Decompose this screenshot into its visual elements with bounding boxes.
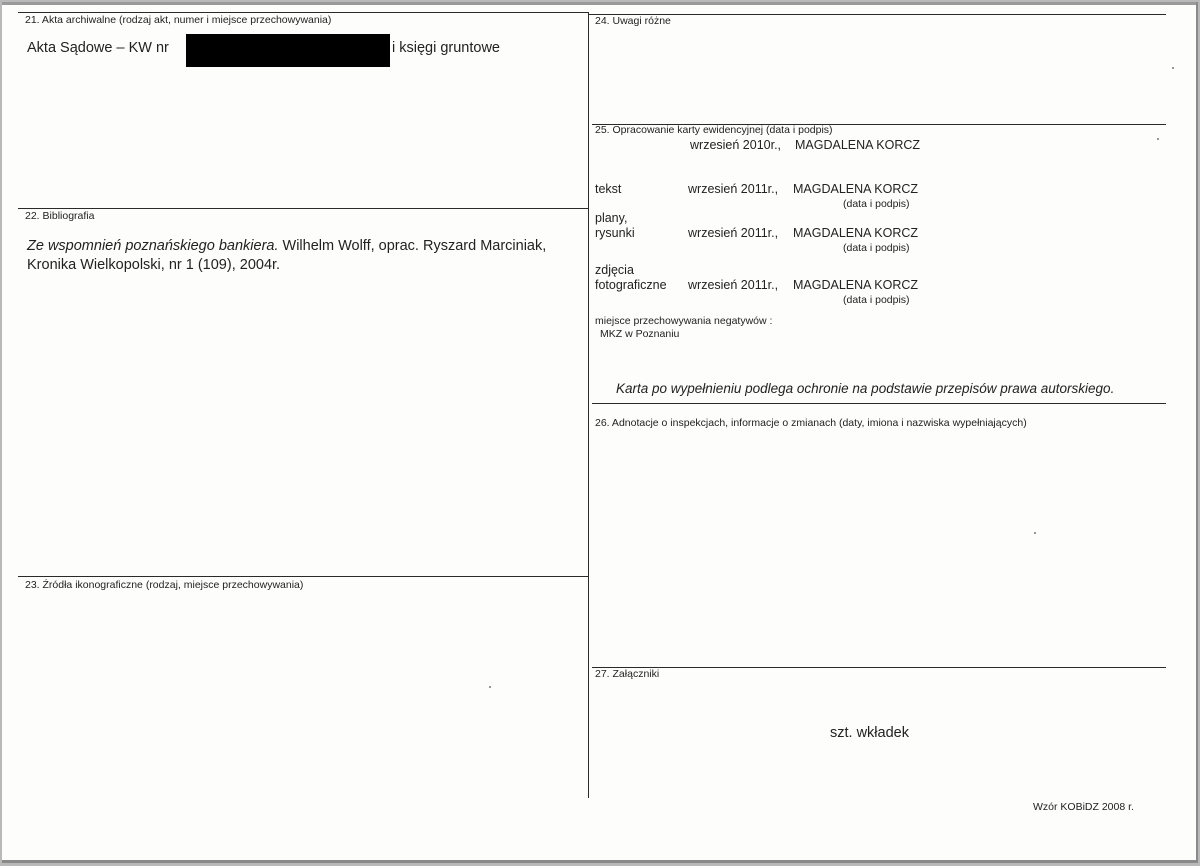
divider-21-22 (18, 208, 588, 209)
copyright-note: Karta po wypełnieniu podlega ochronie na podstawie przepisów prawa autorskiego. (616, 381, 1115, 396)
negatives-value: MKZ w Poznaniu (600, 328, 680, 340)
archive-text-after: i księgi gruntowe (392, 40, 500, 56)
section-26-label: 26. Adnotacje o inspekcjach, informacje o zmianach (daty, imiona i nazwiska wypełniających) (595, 417, 1027, 429)
main-date: wrzesień 2010r., (690, 138, 782, 152)
row-tekst-name: MAGDALENA KORCZ (793, 182, 919, 196)
scan-speck (1157, 138, 1159, 140)
row-tekst-note: (data i podpis) (843, 198, 910, 210)
redaction-bar (186, 34, 390, 67)
row-plany-note: (data i podpis) (843, 242, 910, 254)
section-23-label: 23. Źródła ikonograficzne (rodzaj, miejsce przechowywania) (25, 579, 304, 591)
bibliography-title: Ze wspomnień poznańskiego bankiera. (27, 238, 279, 254)
record-card (2, 2, 1198, 863)
negatives-label: miejsce przechowywania negatywów : (595, 315, 773, 327)
scan-speck (1172, 67, 1174, 69)
row-plany-name: MAGDALENA KORCZ (793, 226, 919, 240)
section-24-label: 24. Uwagi różne (595, 15, 671, 27)
divider-26-27 (592, 667, 1166, 668)
section-25-label: 25. Opracowanie karty ewidencyjnej (data i podpis) (595, 124, 833, 136)
row-zdjecia-name: MAGDALENA KORCZ (793, 278, 919, 292)
row-zdjecia-label-2: fotograficzne (595, 278, 667, 292)
row-zdjecia-date: wrzesień 2011r., (688, 278, 779, 292)
divider-25-26 (592, 403, 1166, 404)
bibliography-text (27, 237, 567, 275)
divider-22-23 (18, 576, 588, 577)
attachments-value: szt. wkładek (830, 725, 909, 741)
row-plany-date: wrzesień 2011r., (688, 226, 779, 240)
section-27-label: 27. Załączniki (595, 668, 660, 680)
top-border-left (18, 12, 588, 13)
section-21-label: 21. Akta archiwalne (rodzaj akt, numer i miejsce przechowywania) (25, 14, 332, 26)
scan-speck (489, 686, 491, 688)
row-plany-label-1: plany, (595, 211, 628, 225)
center-divider (588, 12, 589, 798)
row-zdjecia-label-1: zdjęcia (595, 263, 634, 277)
bibliography-rest: Wilhelm Wolff, oprac. Ryszard Marciniak, Kronika Wielkopolski, nr 1 (109), 2004r. (27, 238, 547, 273)
main-name: MAGDALENA KORCZ (795, 138, 921, 152)
archive-text-before: Akta Sądowe – KW nr (27, 40, 169, 56)
row-plany-label-2: rysunki (595, 226, 635, 240)
section-22-label: 22. Bibliografia (25, 210, 95, 222)
top-border-right (588, 14, 1166, 15)
form-footer: Wzór KOBiDZ 2008 r. (1033, 801, 1134, 813)
scan-speck (1034, 532, 1036, 534)
row-tekst-label: tekst (595, 182, 622, 196)
row-zdjecia-note: (data i podpis) (843, 294, 910, 306)
scan-edge (2, 2, 1196, 5)
row-tekst-date: wrzesień 2011r., (688, 182, 779, 196)
